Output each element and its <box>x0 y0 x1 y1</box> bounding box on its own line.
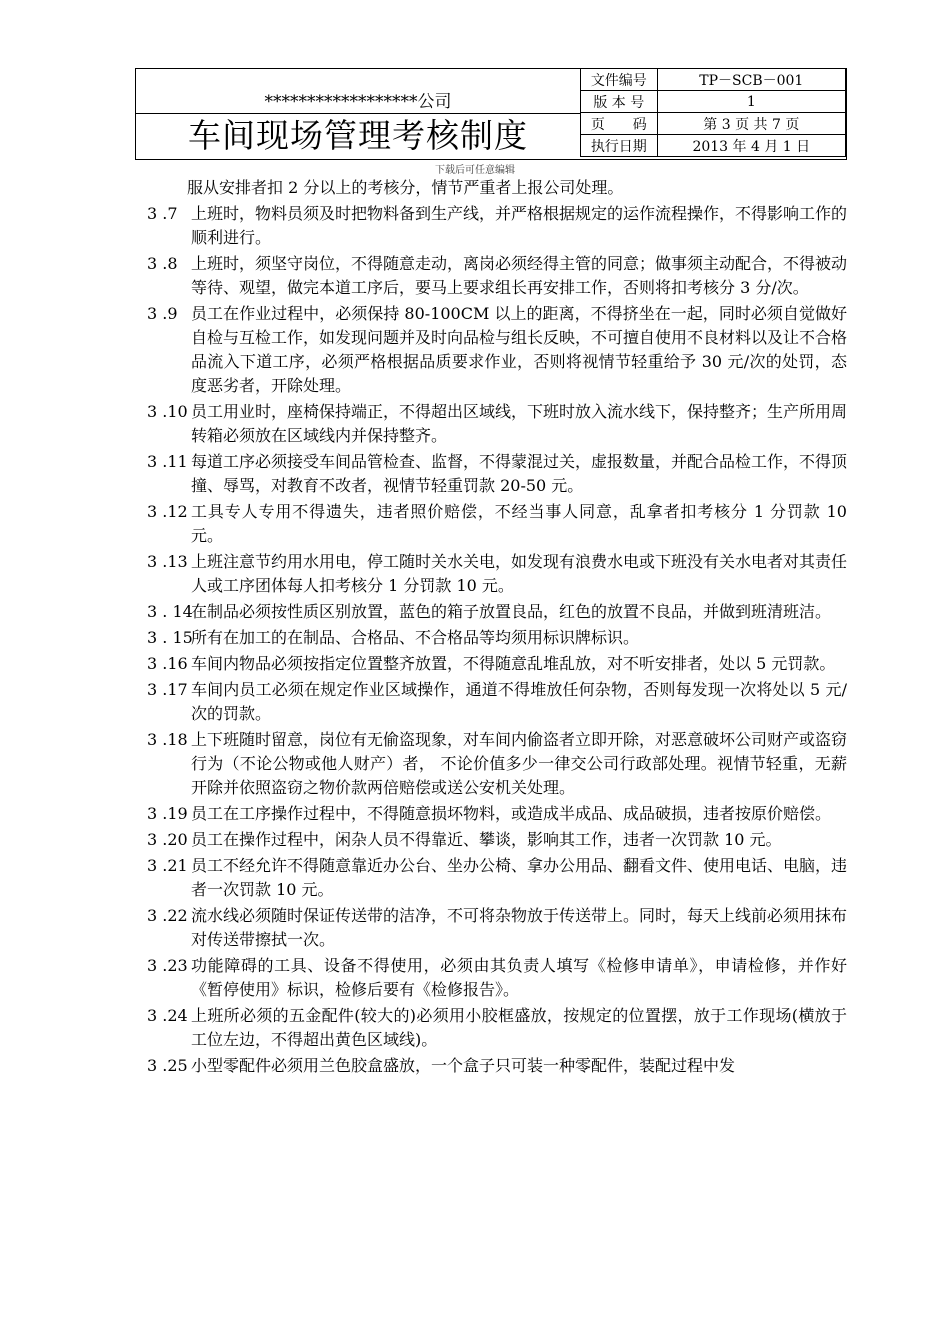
rule-number: 3 .18 <box>147 730 188 749</box>
meta-row-effective-date <box>581 135 846 157</box>
meta-value: TP－SCB－001 <box>657 69 845 91</box>
rule-text: 在制品必须按性质区别放置，蓝色的箱子放置良品，红色的放置不良品，并做到班清班洁。 <box>191 602 832 621</box>
rule-item <box>147 1054 847 1078</box>
rule-text: 工具专人专用不得遗失，违者照价赔偿，不经当事人同意，乱拿者扣考核分 1 分罚款 10 元。 <box>191 502 847 545</box>
rule-text: 每道工序必须接受车间品管检查、监督，不得蒙混过关，虚报数量，并配合品检工作，不得顶撞、辱骂，对教育不改者，视情节轻重罚款 20-50 元。 <box>191 452 848 495</box>
header-divider <box>136 113 580 114</box>
rule-item <box>147 600 847 624</box>
meta-value: 1 <box>657 91 845 113</box>
rule-item <box>147 626 847 650</box>
rule-text: 车间内员工必须在规定作业区域操作，通道不得堆放任何杂物，否则每发现一次将处以 5 元/次的罚款。 <box>191 680 847 723</box>
rule-text: 车间内物品必须按指定位置整齐放置，不得随意乱堆乱放，对不听安排者，处以 5 元罚款。 <box>191 654 836 673</box>
rule-item <box>147 678 847 726</box>
meta-value: 2013 年 4 月 1 日 <box>657 135 845 157</box>
rule-number: 3 .7 <box>147 204 178 223</box>
rule-text: 员工在作业过程中，必须保持 80-100CM 以上的距离，不得挤坐在一起，同时必须自觉做好自检与互检工作，如发现问题并及时向品检与组长反映，不可擅自使用不良材料以及让不合格品流入下道工序，必须严格根据品质要求作业，否则将视情节轻重给予 30 元/次的处罚，态度恶劣者，开除处理。 <box>191 304 848 395</box>
meta-row-page <box>581 113 846 135</box>
download-note: 下载后可任意编辑 <box>435 165 515 176</box>
meta-row-version <box>581 91 846 113</box>
meta-label: 页 码 <box>581 113 658 135</box>
document-meta-table <box>580 68 846 157</box>
rule-number: 3 .20 <box>147 830 188 849</box>
rule-text: 员工在操作过程中，闲杂人员不得靠近、攀谈，影响其工作，违者一次罚款 10 元。 <box>191 830 782 849</box>
rule-item <box>147 400 847 448</box>
meta-value: 第 3 页 共 7 页 <box>657 113 845 135</box>
rule-item <box>147 728 847 800</box>
rule-item <box>147 1004 847 1052</box>
rule-number: 3 .10 <box>147 402 188 421</box>
rule-number: 3 .23 <box>147 956 188 975</box>
rule-item <box>147 954 847 1002</box>
rule-text: 上班时，物料员须及时把物料备到生产线，并严格根据规定的运作流程操作，不得影响工作的顺利进行。 <box>191 204 848 247</box>
rule-text: 员工用业时，座椅保持端正，不得超出区域线，下班时放入流水线下，保持整齐；生产所用周转箱必须放在区域线内并保持整齐。 <box>191 402 848 445</box>
rule-text: 上班时，须坚守岗位，不得随意走动，离岗必须经得主管的同意；做事须主动配合，不得被动等待、观望，做完本道工序后，要马上要求组长再安排工作，否则将扣考核分 3 分/次。 <box>191 254 848 297</box>
rule-text: 员工不经允许不得随意靠近办公台、坐办公椅、拿办公用品、翻看文件、使用电话、电脑，违者一次罚款 10 元。 <box>191 856 848 899</box>
rule-text: 功能障碍的工具、设备不得使用，必须由其负责人填写《检修申请单》，申请检修，并作好《暂停使用》标识，检修后要有《检修报告》。 <box>191 956 847 999</box>
rule-item <box>147 550 847 598</box>
rule-item <box>147 904 847 952</box>
rule-text: 员工在工序操作过程中，不得随意损坏物料，或造成半成品、成品破损，违者按原价赔偿。 <box>191 804 832 823</box>
rule-item <box>147 500 847 548</box>
rule-number: 3 .22 <box>147 906 188 925</box>
meta-label: 版 本 号 <box>581 91 658 113</box>
rule-number: 3 .25 <box>147 1056 188 1075</box>
rule-number: 3 .9 <box>147 304 178 323</box>
rule-number: 3 .17 <box>147 680 188 699</box>
meta-label: 执行日期 <box>581 135 658 157</box>
company-name: ******************公司 <box>264 92 452 112</box>
rule-number: 3 .8 <box>147 254 178 273</box>
rule-item <box>147 652 847 676</box>
rule-number: 3 .24 <box>147 1006 188 1025</box>
rule-text: 上班注意节约用水用电，停工随时关水关电，如发现有浪费水电或下班没有关水电者对其责任人或工序团体每人扣考核分 1 分罚款 10 元。 <box>191 552 848 595</box>
rule-number: 3 .21 <box>147 856 188 875</box>
rule-text: 所有在加工的在制品、合格品、不合格品等均须用标识牌标识。 <box>191 628 640 647</box>
document-body <box>0 176 950 1080</box>
rule-number: 3 .11 <box>147 452 188 471</box>
document-header <box>135 68 847 160</box>
rule-text: 小型零配件必须用兰色胶盒盛放，一个盒子只可装一种零配件，装配过程中发 <box>191 1056 736 1075</box>
rule-item <box>147 854 847 902</box>
document-title: 车间现场管理考核制度 <box>188 116 528 155</box>
rule-item <box>147 252 847 300</box>
rule-text: 上班所必须的五金配件(较大的)必须用小胶框盛放，按规定的位置摆，放于工作现场(横放于工位左边，不得超出黄色区域线)。 <box>191 1006 847 1049</box>
meta-row-doc-number <box>581 69 846 91</box>
rule-number: 3 .19 <box>147 804 188 823</box>
rules-list <box>0 202 950 1078</box>
rule-number: 3 . 15 <box>147 628 193 647</box>
rule-item <box>147 302 847 398</box>
rule-number: 3 .13 <box>147 552 188 571</box>
rule-text: 上下班随时留意，岗位有无偷盗现象，对车间内偷盗者立即开除，对恶意破坏公司财产或盗窃行为（不论公物或他人财产）者， 不论价值多少一律交公司行政部处理。视情节轻重，无薪开除并依照盗窃之物价款两倍赔偿或送公安机关处理。 <box>191 730 848 797</box>
rule-item <box>147 202 847 250</box>
rule-item <box>147 802 847 826</box>
rule-item <box>147 828 847 852</box>
continuation-text: 服从安排者扣 2 分以上的考核分，情节严重者上报公司处理。 <box>187 178 624 197</box>
rule-number: 3 .16 <box>147 654 188 673</box>
header-left <box>136 69 580 159</box>
rule-number: 3 . 14 <box>147 602 193 621</box>
rule-text: 流水线必须随时保证传送带的洁净，不可将杂物放于传送带上。同时，每天上线前必须用抹布对传送带擦拭一次。 <box>191 906 848 949</box>
rule-item <box>147 450 847 498</box>
rule-number: 3 .12 <box>147 502 188 521</box>
meta-label: 文件编号 <box>581 69 658 91</box>
